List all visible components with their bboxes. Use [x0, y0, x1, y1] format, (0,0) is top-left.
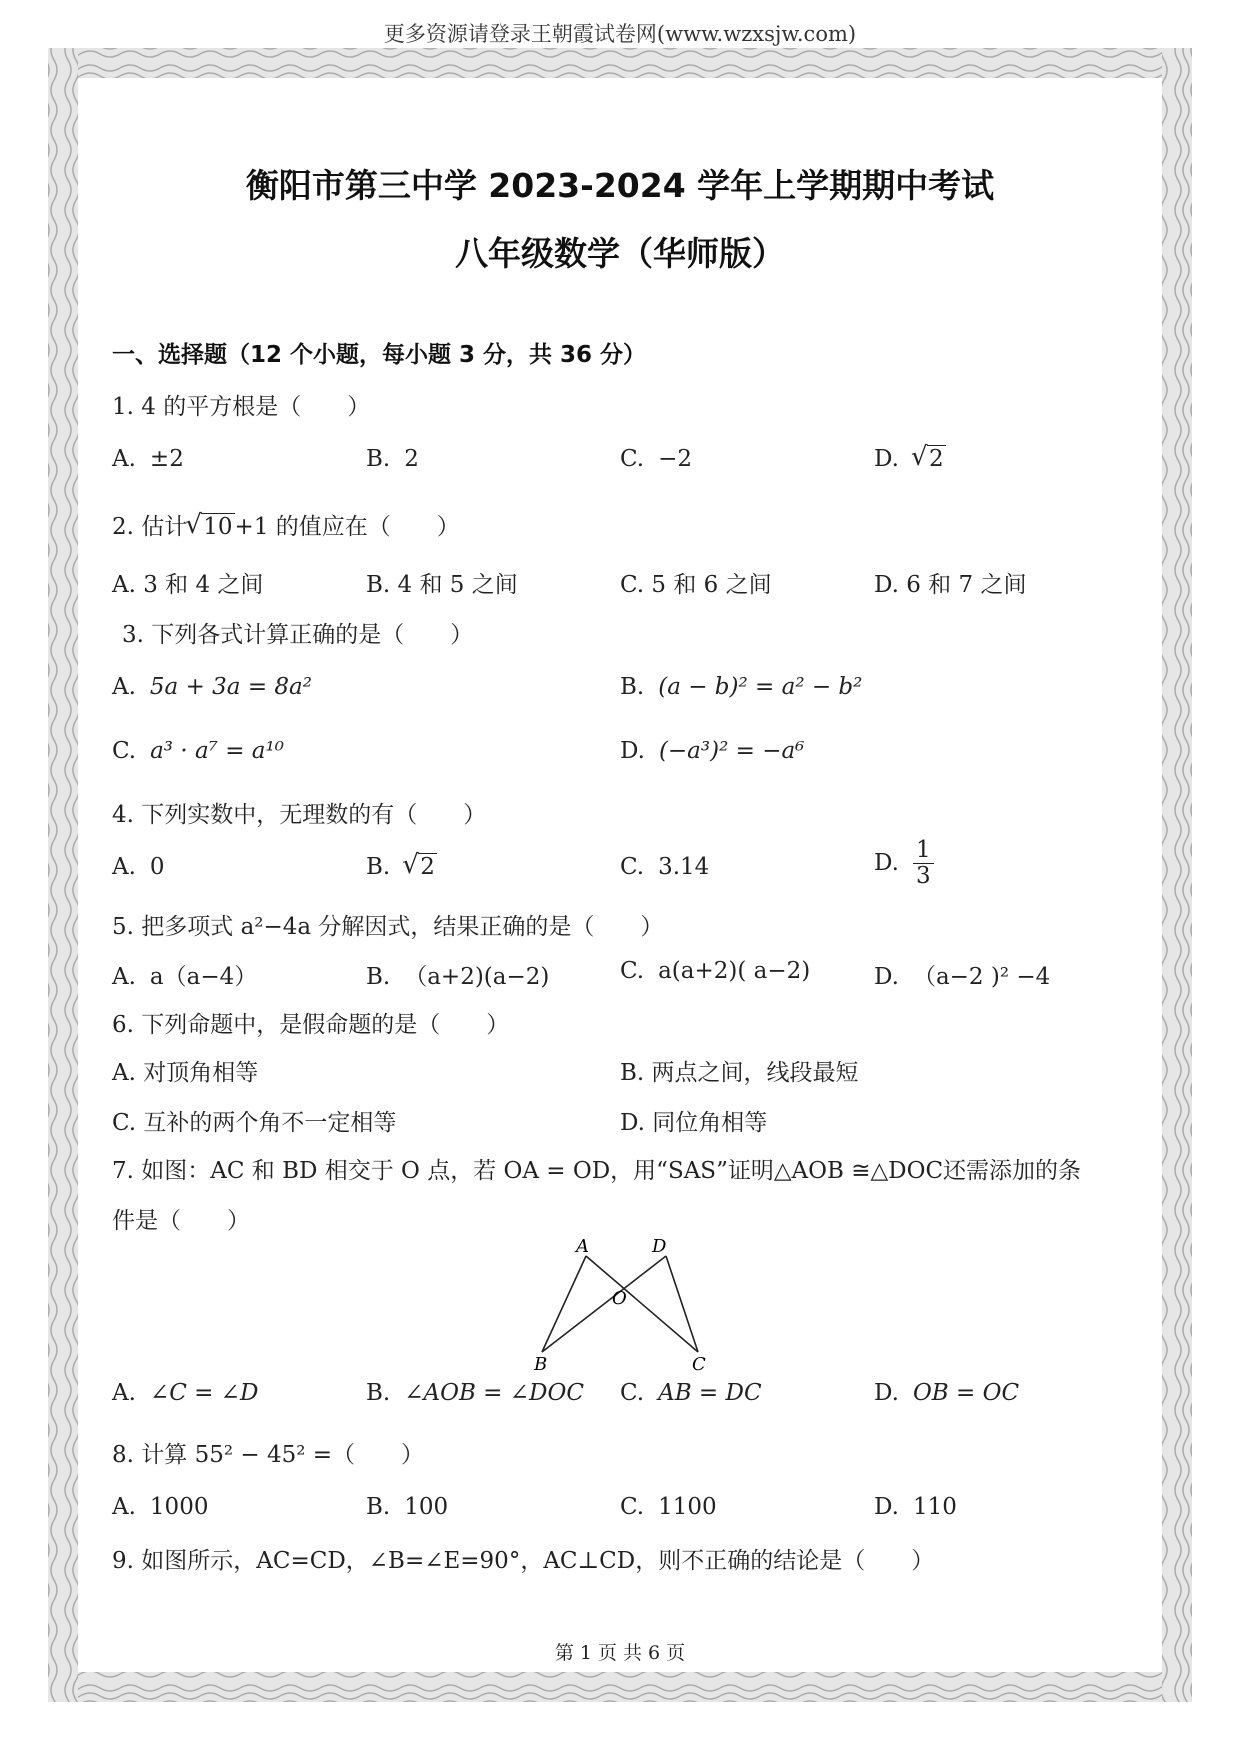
q7-option-c[interactable]: [620, 1380, 762, 1406]
option-label: C.: [112, 738, 137, 764]
option-label: A.: [112, 964, 136, 990]
option-label: C.: [620, 958, 645, 984]
question-3-stem: 3. 下列各式计算正确的是（ ）: [122, 622, 474, 648]
option-text: a(a+2)( a−2): [658, 958, 811, 984]
q7-option-a[interactable]: [112, 1380, 258, 1406]
option-label: C.: [620, 854, 645, 880]
q1-option-c[interactable]: [620, 446, 692, 472]
option-text: 0: [149, 854, 165, 880]
point-label-d: D: [652, 1236, 667, 1257]
option-label: C.: [620, 1380, 645, 1406]
q4-option-b[interactable]: [366, 850, 437, 880]
question-5-stem: 5. 把多项式 a²−4a 分解因式，结果正确的是（ ）: [112, 914, 664, 940]
q8-option-b[interactable]: [366, 1494, 448, 1520]
q4-option-a[interactable]: [112, 854, 165, 880]
q3-option-d[interactable]: [620, 738, 804, 764]
option-text: 5a + 3a = 8a²: [149, 674, 312, 700]
header-banner: 更多资源请登录王朝霞试卷网(www.wzxsjw.com): [383, 22, 857, 46]
option-label: B.: [366, 964, 391, 990]
q5-option-b[interactable]: [366, 958, 549, 991]
sqrt-expression: √ 10: [185, 510, 233, 540]
q6-option-b[interactable]: B. 两点之间，线段最短: [620, 1060, 859, 1086]
q6-option-a[interactable]: A. 对顶角相等: [112, 1060, 259, 1086]
option-label: A.: [112, 854, 136, 880]
point-label-b: B: [534, 1354, 548, 1372]
q6-option-d[interactable]: D. 同位角相等: [620, 1110, 768, 1136]
q5-option-c[interactable]: [620, 958, 810, 984]
q6-option-c[interactable]: C. 互补的两个角不一定相等: [112, 1110, 397, 1136]
q4-option-c[interactable]: [620, 854, 709, 880]
point-label-o: O: [612, 1288, 627, 1309]
option-label: D.: [874, 964, 899, 990]
q2-option-b[interactable]: B. 4 和 5 之间: [366, 572, 518, 598]
q1-option-b[interactable]: [366, 446, 419, 472]
q8-option-d[interactable]: [874, 1494, 957, 1520]
option-label: A.: [112, 1380, 136, 1406]
question-4-stem: 4. 下列实数中，无理数的有（ ）: [112, 802, 487, 828]
fraction: $\frac{1}{3}$: [913, 838, 934, 890]
option-text: −2: [658, 446, 692, 472]
option-label: C.: [620, 446, 645, 472]
question-7-stem-line1: 7. 如图：AC 和 BD 相交于 O 点，若 OA = OD，用“SAS”证明△AOB ≅△DOC还需添加的条: [112, 1158, 1082, 1184]
q1-option-d[interactable]: [874, 442, 946, 472]
option-text: a³ · a⁷ = a¹⁰: [150, 738, 284, 764]
option-label: B.: [366, 1494, 391, 1520]
option-text: OB = OC: [912, 1380, 1020, 1406]
question-8-stem: 8. 计算 55² − 45² =（ ）: [112, 1442, 425, 1468]
option-label: D.: [874, 1494, 899, 1520]
q2-option-c[interactable]: C. 5 和 6 之间: [620, 572, 772, 598]
q7-option-b[interactable]: [366, 1380, 584, 1406]
option-text: AB = DC: [658, 1380, 762, 1406]
option-label: A.: [112, 674, 136, 700]
point-label-a: A: [576, 1236, 589, 1257]
option-text: a（a−4）: [149, 964, 258, 990]
option-label: B.: [366, 446, 391, 472]
question-6-stem: 6. 下列命题中，是假命题的是（ ）: [112, 1012, 510, 1038]
q2-option-a[interactable]: A. 3 和 4 之间: [112, 572, 264, 598]
segment-ab: [542, 1256, 586, 1352]
option-text: （a−2 )² −4: [912, 964, 1051, 990]
question-1-stem: 1. 4 的平方根是（ ）: [112, 394, 371, 420]
point-label-c: C: [692, 1354, 706, 1372]
option-text: ∠AOB = ∠DOC: [404, 1380, 584, 1406]
q5-option-a[interactable]: [112, 958, 257, 991]
option-text: 1000: [149, 1494, 209, 1520]
option-text: 1100: [658, 1494, 717, 1520]
option-text: (a − b)² = a² − b²: [658, 674, 863, 700]
q3-option-a[interactable]: [112, 674, 312, 700]
exam-subtitle: 八年级数学（华师版）: [455, 234, 785, 273]
option-label: A.: [112, 446, 136, 472]
option-label: A.: [112, 1494, 136, 1520]
option-label: C.: [620, 1494, 645, 1520]
option-label: D.: [874, 1380, 899, 1406]
q2-option-d[interactable]: D. 6 和 7 之间: [874, 572, 1027, 598]
section-title-choice: 一、选择题（12 个小题，每小题 3 分，共 36 分）: [112, 342, 647, 368]
option-label: D.: [620, 738, 645, 764]
option-label: B.: [620, 674, 645, 700]
q3-option-b[interactable]: [620, 674, 862, 700]
option-label: D.: [874, 849, 899, 876]
q8-option-c[interactable]: [620, 1494, 717, 1520]
q1-option-a[interactable]: [112, 446, 184, 472]
sqrt-expression: √ 2: [910, 442, 944, 472]
option-text: (−a³)² = −a⁶: [658, 738, 805, 764]
option-text: 2: [404, 446, 419, 472]
option-label: B.: [366, 854, 391, 880]
exam-title: 衡阳市第三中学 2023-2024 学年上学期期中考试: [245, 166, 995, 205]
option-text: 3.14: [658, 854, 710, 880]
option-text: ∠C = ∠D: [149, 1380, 259, 1406]
q8-option-a[interactable]: [112, 1494, 208, 1520]
q7-geometry-figure: [520, 1236, 730, 1372]
question-7-stem-line2: 件是（ ）: [112, 1208, 250, 1234]
q3-option-c[interactable]: [112, 738, 284, 764]
option-text: 100: [404, 1494, 449, 1520]
option-text: 110: [912, 1494, 957, 1520]
page-number-footer: 第 1 页 共 6 页: [554, 1642, 686, 1664]
question-9-stem: 9. 如图所示，AC=CD，∠B=∠E=90°，AC⊥CD，则不正确的结论是（ ）: [112, 1548, 935, 1574]
option-text: （a+2)(a−2): [404, 964, 550, 990]
sqrt-expression: √ 2: [402, 850, 435, 880]
option-label: D.: [874, 446, 899, 472]
question-2-stem: 2. 估计 √ 10+1 的值应在（ ）: [112, 510, 460, 540]
option-text: ±2: [149, 446, 184, 472]
q5-option-d[interactable]: [874, 958, 1050, 991]
q4-option-d[interactable]: [874, 838, 934, 890]
option-label: B.: [366, 1380, 391, 1406]
q7-option-d[interactable]: [874, 1380, 1019, 1406]
